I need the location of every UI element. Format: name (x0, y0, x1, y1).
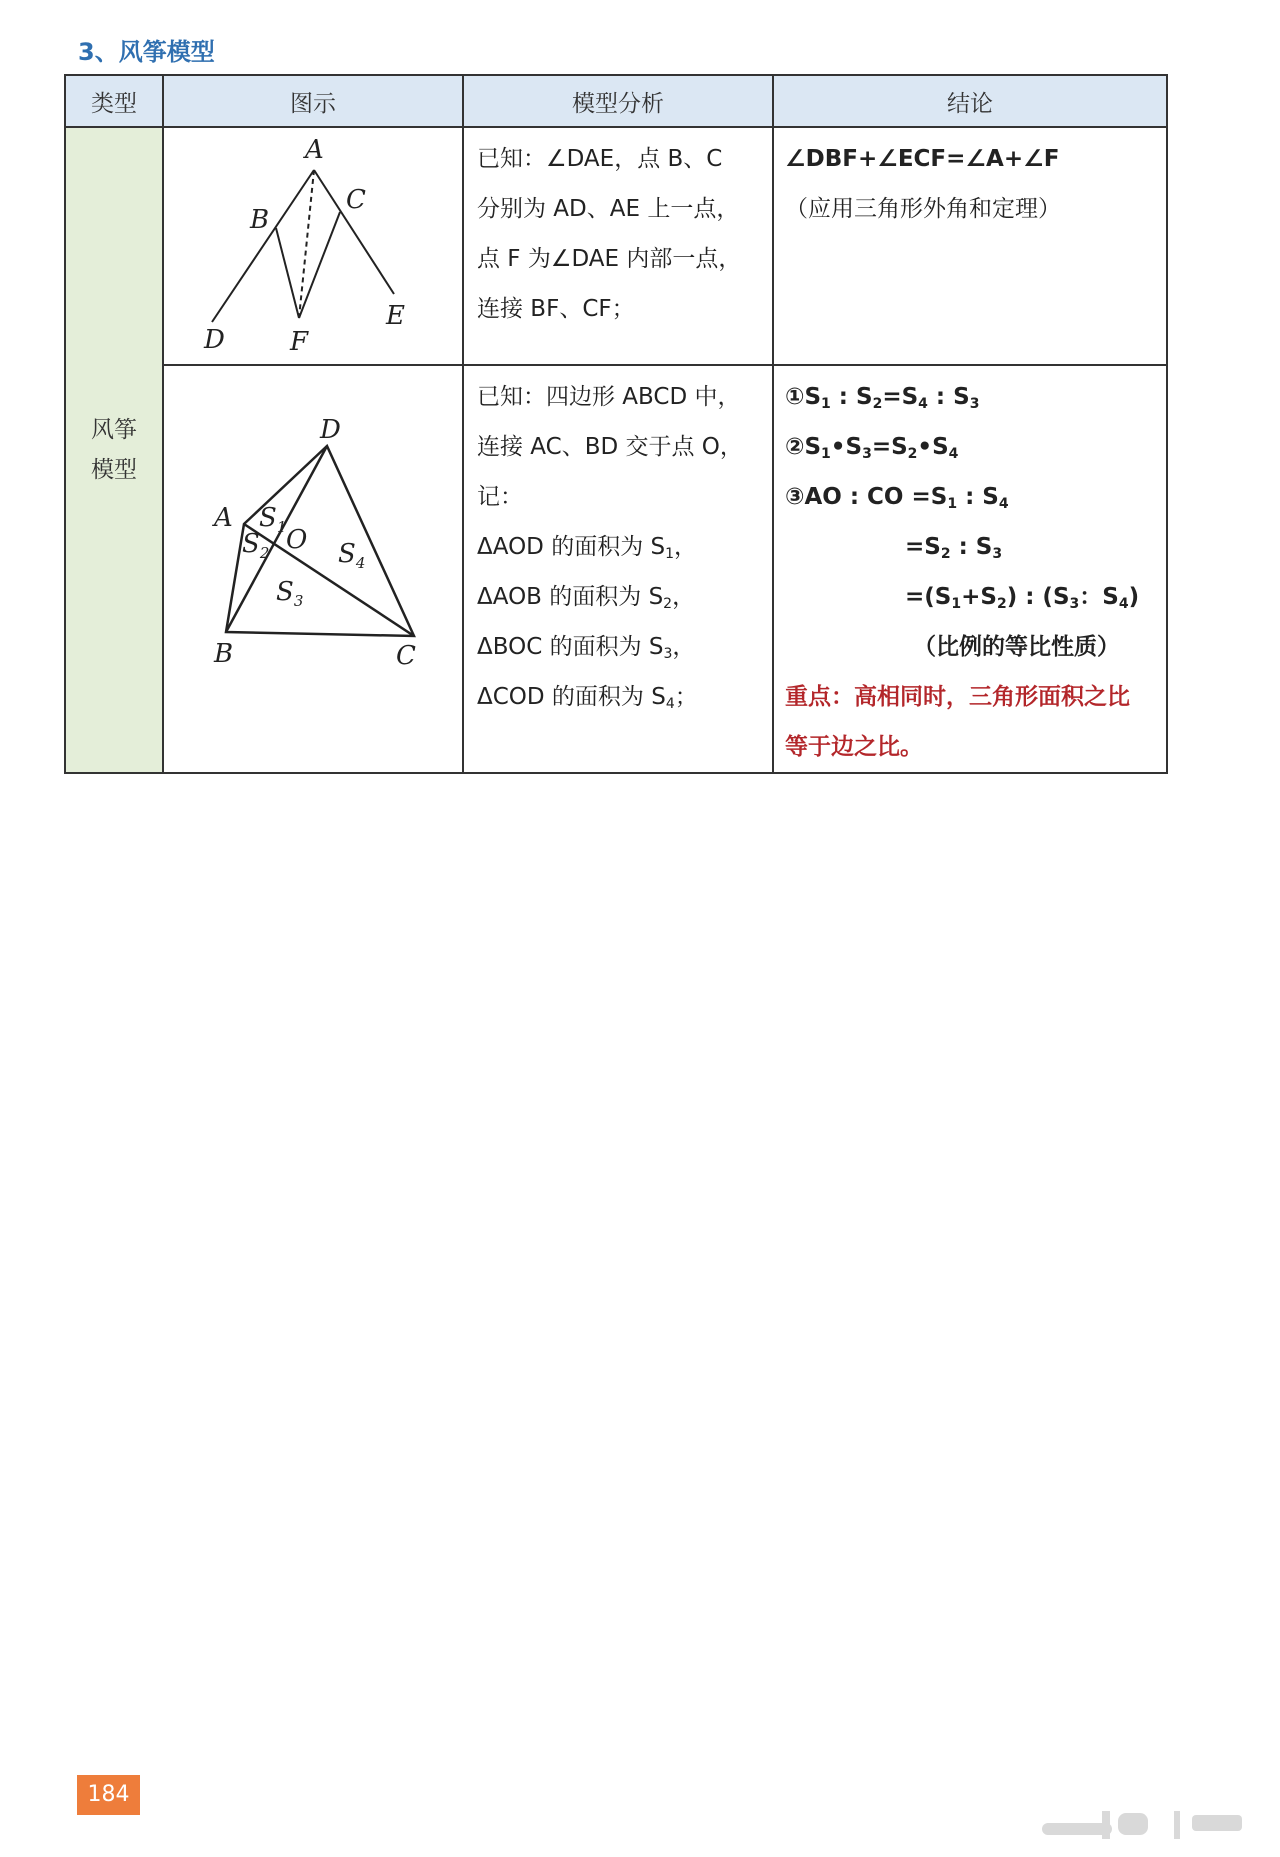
analysis-line: 分别为 AD、AE 上一点， (477, 196, 740, 222)
header-analysis: 模型分析 (463, 75, 773, 127)
line-af-dashed (299, 170, 314, 318)
figure-cell-1 (163, 127, 463, 365)
label-s2: $S_2$ (242, 529, 270, 562)
table-row (65, 127, 1167, 365)
label-a: A (305, 135, 324, 165)
quadrilateral-figure (164, 366, 462, 764)
label-b: B (250, 205, 270, 235)
label-c: C (396, 641, 416, 671)
table-header-row (65, 75, 1167, 127)
analysis-line: ΔAOB 的面积为 $S_2$， (477, 584, 696, 612)
kite-angle-figure (164, 128, 462, 364)
type-cell (65, 127, 163, 773)
analysis-line: 已知：∠DAE，点 B、C (477, 146, 723, 172)
conclusion-angle-sum: ∠DBF+∠ECF=∠A+∠F (785, 146, 1060, 172)
analysis-line: 点 F 为∠DAE 内部一点， (477, 246, 742, 272)
header-figure: 图示 (163, 75, 463, 127)
figure-cell-2 (163, 365, 463, 773)
conclusion-line-1: $①S_1$ : $S_2=S_4$ : $S_3$ (785, 384, 980, 412)
section-title: 3、风筝模型 (78, 38, 215, 66)
page-number: 184 (77, 1775, 140, 1815)
key-point-line-1: 重点：高相同时，三角形面积之比 (785, 684, 1130, 710)
line-ad (212, 170, 314, 322)
analysis-line: ΔAOD 的面积为 $S_1$， (477, 534, 698, 562)
model-table (64, 74, 1168, 774)
conclusion-line-3: ③AO : CO $=S_1$ : $S_4$ (785, 484, 1009, 512)
label-o: O (286, 525, 308, 555)
label-s3: $S_3$ (276, 577, 304, 610)
label-c: C (346, 185, 366, 215)
conclusion-cell-2 (773, 365, 1167, 773)
analysis-line: 连接 BF、CF； (477, 296, 635, 322)
conclusion-cell-1 (773, 127, 1167, 365)
analysis-line: 连接 AC、BD 交于点 O， (477, 434, 743, 460)
type-label-line-1: 风筝 (91, 417, 137, 443)
label-s1: $S_1$ (259, 503, 287, 536)
label-s4: $S_4$ (338, 539, 366, 572)
label-e: E (386, 301, 405, 331)
analysis-line: ΔBOC 的面积为 $S_3$， (477, 634, 696, 662)
label-d: D (320, 415, 341, 445)
analysis-cell-1 (463, 127, 773, 365)
header-type: 类型 (65, 75, 163, 127)
conclusion-property: （比例的等比性质） (913, 634, 1120, 660)
analysis-cell-2 (463, 365, 773, 773)
type-label-line-2: 模型 (91, 457, 137, 483)
conclusion-note: （应用三角形外角和定理） (785, 196, 1061, 222)
analysis-line: 已知：四边形 ABCD 中， (477, 384, 741, 410)
analysis-line: ΔCOD 的面积为 $S_4$； (477, 684, 698, 712)
conclusion-line-2: $②S_1•S_3=S_2•S_4$ (785, 434, 959, 462)
header-conclusion: 结论 (773, 75, 1167, 127)
conclusion-line-5: $=(S_1+S_2)$ : ($S_3$：$S_4$) (905, 584, 1140, 612)
key-point-line-2: 等于边之比。 (785, 734, 923, 760)
line-bf (276, 228, 299, 318)
conclusion-line-4: $=S_2$ : $S_3$ (905, 534, 1003, 562)
label-b: B (214, 639, 234, 669)
analysis-line: 记： (477, 484, 523, 510)
label-f: F (290, 327, 309, 357)
table-row (65, 365, 1167, 773)
label-a: A (214, 503, 233, 533)
label-d: D (204, 325, 225, 355)
line-cf (299, 212, 340, 318)
watermark-icon (1042, 1805, 1262, 1845)
